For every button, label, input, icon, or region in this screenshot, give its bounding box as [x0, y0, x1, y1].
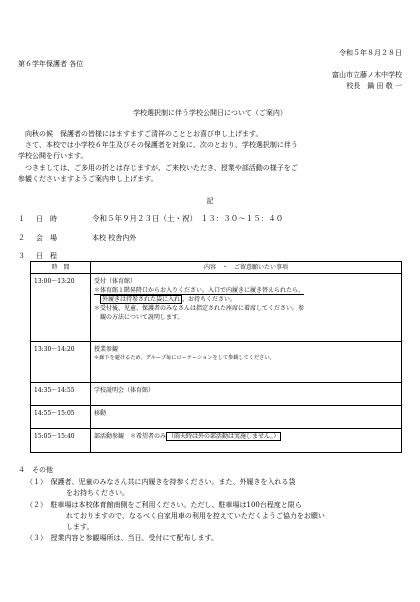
item-value: 令和５年９月２３日（土・祝） １３：３０〜１５：４０	[92, 214, 284, 223]
item-venue	[18, 233, 136, 243]
item-label: 日 時	[36, 215, 57, 223]
intro-line-2: さて、本校では小学校６年生及びその保護者を対象に、次のとおり、学校選択制に伴う	[18, 141, 298, 149]
col-content-header: 内容 ・ ご留意願いたい事項	[91, 262, 402, 274]
row-note-line: 観の方法について説明します。	[100, 314, 184, 321]
table-row	[31, 274, 402, 342]
ki-mark: 記	[206, 197, 214, 205]
row-time: 15:05〜15:40	[31, 429, 91, 453]
other-note-2-cont: します。	[66, 523, 94, 531]
row-content	[91, 429, 402, 453]
row-title: 学校説明会（体育館）	[94, 387, 155, 394]
letter-date: 令和５年８月２８日	[339, 49, 402, 57]
row-content	[91, 406, 402, 429]
item-number: １	[18, 215, 25, 223]
item-value: 本校 校舎内外	[92, 234, 137, 242]
table-header-row	[31, 262, 402, 274]
highlighted-text: （雨天時は外の部活動は実施しません。）	[168, 433, 280, 440]
table-row	[31, 383, 402, 406]
schedule-table	[30, 261, 402, 453]
row-content	[91, 383, 402, 406]
table-row	[31, 429, 402, 453]
other-note-1: （１） 保護者、児童のみなさん共に内履きを持参ください。また、外履きを入れる袋	[26, 478, 296, 486]
row-note-line	[94, 286, 398, 295]
row-note-text: 、お持ちください。	[182, 296, 237, 303]
other-note-1-cont: をお持ちください。	[66, 489, 129, 497]
row-note-line: ＊廊下を避けるため、グループ毎にローテーションをして参観してください。	[94, 355, 275, 361]
intro-line-4: つきましては、ご多用の折とは存じますが、ご来校いただき、授業や部活動の様子をご	[18, 164, 298, 172]
other-heading: ４ その他	[18, 466, 53, 474]
underlined-text: ＊体育館１階昇降口からお入りください。入口で内履きに履き替えられたら、	[94, 287, 305, 294]
row-title: 部活動参観	[94, 433, 125, 440]
row-note-line: ＊受付後、児童、保護者のみなさんは指定された座席に着席してください。参	[94, 305, 305, 312]
table-row	[31, 342, 402, 383]
row-time: 14:35〜14:55	[31, 383, 91, 406]
row-time: 14:55〜15:05	[31, 406, 91, 429]
intro-line-5: 参観くださいますようご案内申し上げます。	[18, 175, 158, 183]
principal-name: 校長 鍋 田 敬 一	[346, 82, 402, 90]
table-row	[31, 406, 402, 429]
highlighted-text: 外履きは持参された袋に入れ	[102, 296, 181, 303]
intro-line-3: 学校公開を行います。	[18, 152, 88, 160]
row-title-line	[94, 432, 398, 441]
other-note-3: （３） 授業内容と参観場所は、当日、受付にて配布します。	[26, 534, 218, 542]
row-content	[91, 274, 402, 342]
row-time: 13:30〜14:20	[31, 342, 91, 383]
item-datetime	[18, 214, 283, 224]
row-title: 受付（体育館）	[94, 278, 137, 285]
item-label: 会 場	[36, 234, 57, 242]
other-note-2: （２） 駐車場は本校体育館南側をご利用ください。ただし、駐車場は100台程度と限ら	[26, 501, 302, 509]
row-content	[91, 342, 402, 383]
item-number: ２	[18, 234, 25, 242]
col-time-header: 時 間	[31, 262, 91, 274]
item-label: 日 程	[36, 252, 57, 260]
row-note-text: ＊希望者のみ	[130, 433, 167, 440]
document-title: 学校選択制に伴う学校公開日について（ご案内）	[133, 109, 287, 117]
row-title: 授業参観	[94, 346, 119, 353]
school-name: 富山市立藤ノ木中学校	[332, 71, 402, 79]
row-title: 移動	[94, 410, 107, 417]
row-time: 13:00〜13:20	[31, 274, 91, 342]
recipient: 第６学年保護者 各位	[18, 60, 84, 68]
intro-line-1: 向秋の候 保護者の皆様にはますますご清祥のこととお喜び申し上げます。	[18, 130, 263, 138]
item-number: ３	[18, 252, 25, 260]
item-schedule-heading	[18, 251, 92, 261]
row-note-line	[94, 295, 398, 304]
other-note-2-cont: れておりますので、なるべく自家用車の利用を控えていただくようご協力をお願い	[66, 512, 325, 520]
